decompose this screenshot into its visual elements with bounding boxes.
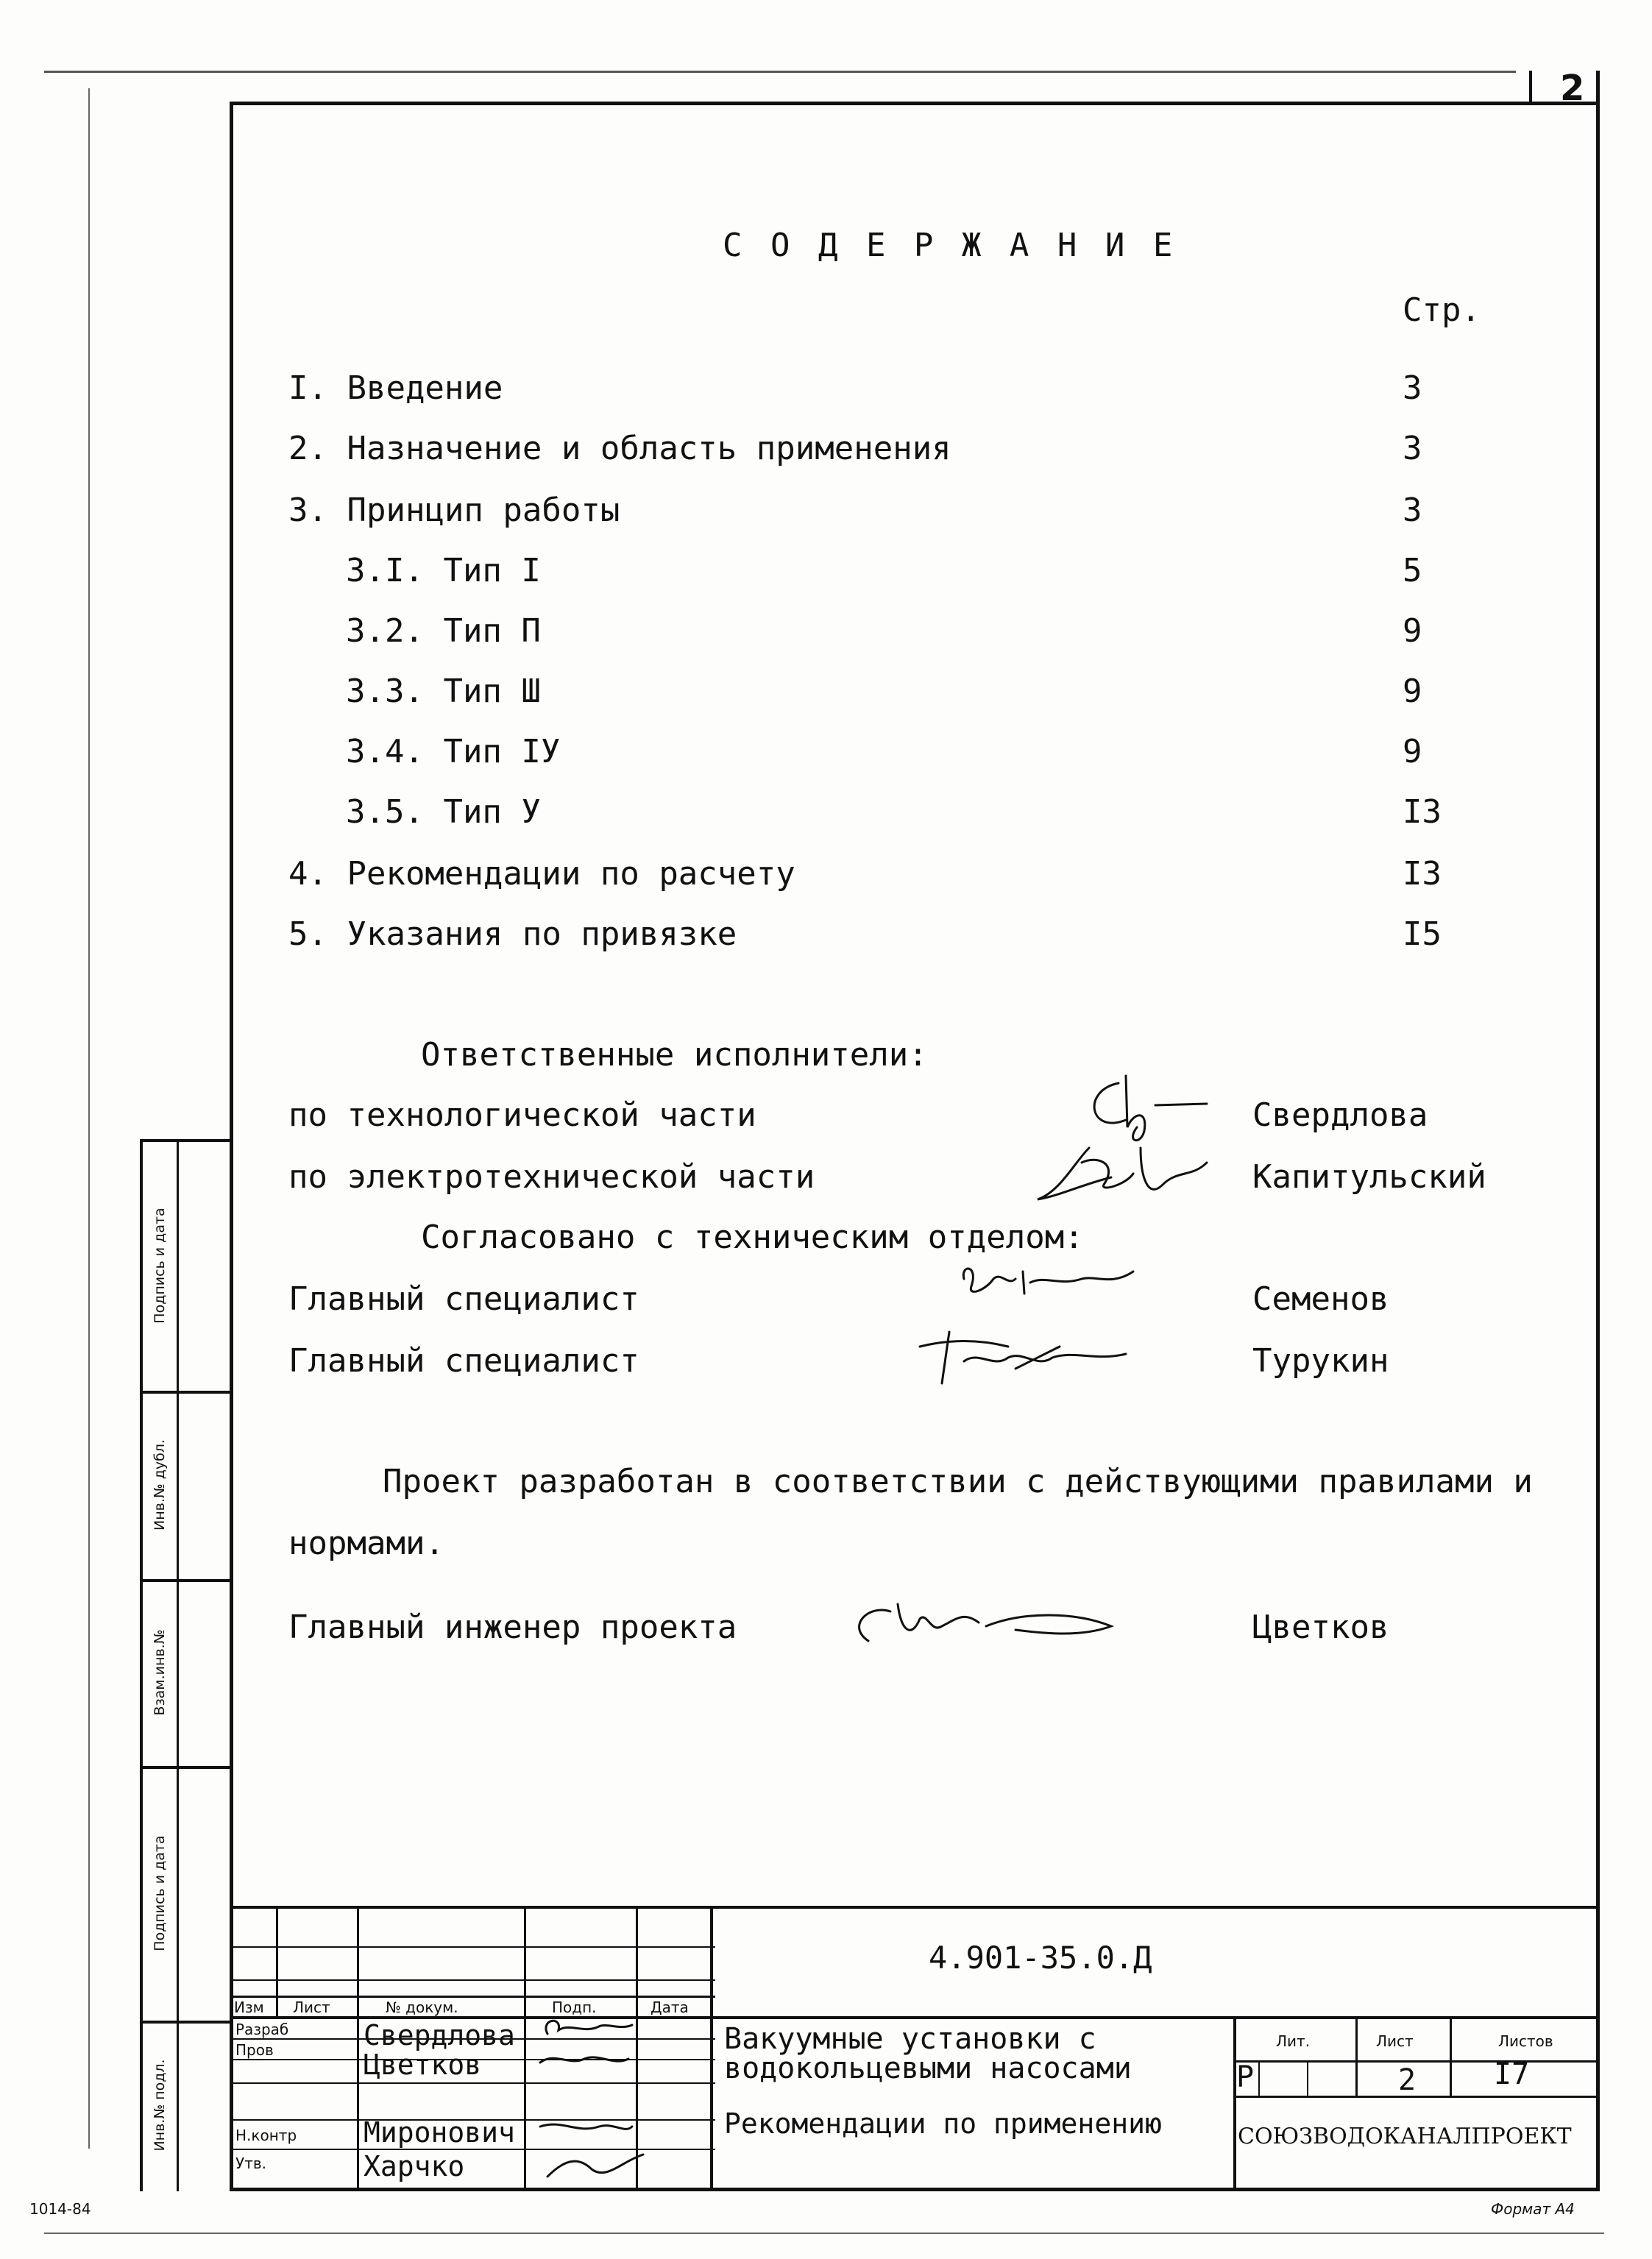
- side-label-dup-inv: Инв.№ дубл.: [152, 1439, 168, 1531]
- toc-item-label: 2. Назначение и область применения: [288, 430, 951, 467]
- frame-left: [230, 102, 233, 2191]
- sheet-number: 2: [1560, 68, 1585, 109]
- signature-kapitulsky: [1030, 1133, 1222, 1214]
- stamp-header-sheet: Лист: [293, 1999, 330, 2016]
- stamp-header-change: Изм: [234, 1999, 264, 2016]
- stamp-role: Утв.: [235, 2155, 266, 2172]
- stamp-role: Разраб: [235, 2021, 289, 2038]
- agreed-role: Главный специалист: [288, 1280, 639, 1318]
- toc-item-page: 3: [1403, 369, 1422, 407]
- page-column-header: Стр.: [1403, 291, 1481, 329]
- stamp-signature: [533, 2012, 636, 2041]
- lit-value: Р: [1236, 2060, 1255, 2094]
- stamp-role: Пров: [235, 2041, 274, 2059]
- statement-line-2: нормами.: [288, 1525, 444, 1562]
- side-col-left: [140, 1139, 143, 2191]
- toc-item-page: I5: [1403, 915, 1442, 953]
- sheet-label: Лист: [1376, 2032, 1414, 2050]
- frame-right: [1596, 71, 1600, 2191]
- signature-tsvetkov: [839, 1582, 1133, 1663]
- toc-item-page: 5: [1403, 552, 1422, 589]
- agreed-role: Главный специалист: [288, 1342, 639, 1380]
- doc-subtitle: Рекомендации по применению: [724, 2107, 1162, 2140]
- stamp-signature: [533, 2112, 636, 2141]
- toc-item-label: 3.5. Тип У: [346, 793, 541, 831]
- toc-item-page: 3: [1403, 492, 1422, 529]
- toc-item-label: 3. Принцип работы: [288, 492, 620, 529]
- toc-item-label: 3.2. Тип П: [346, 612, 541, 650]
- lit-label: Лит.: [1276, 2032, 1311, 2050]
- responsible-name: Свердлова: [1252, 1096, 1428, 1134]
- stamp-signature: [533, 2147, 650, 2184]
- toc-item-label: 3.4. Тип IУ: [346, 733, 561, 770]
- stamp-header-doc: № докум.: [386, 1999, 458, 2016]
- sheet-box-left: [1529, 71, 1532, 104]
- doc-title-line-1: Вакуумные установки с: [724, 2022, 1096, 2056]
- organization-name: СОЮЗВОДОКАНАЛПРОЕКТ: [1238, 2124, 1572, 2149]
- toc-item-page: I3: [1403, 855, 1442, 893]
- toc-item-page: 9: [1403, 733, 1422, 770]
- page-title: С О Д Е Р Ж А Н И Е: [723, 227, 1177, 264]
- toc-item-page: 9: [1403, 612, 1422, 650]
- chief-name: Цветков: [1252, 1609, 1389, 1646]
- toc-item-label: 5. Указания по привязке: [288, 915, 737, 953]
- footer-right: Формат А4: [1491, 2200, 1575, 2218]
- responsible-name: Капитульский: [1252, 1158, 1486, 1196]
- frame-top: [230, 102, 1600, 105]
- doc-title-line-2: водокольцевыми насосами: [724, 2051, 1132, 2085]
- toc-item-label: 3.I. Тип I: [346, 552, 541, 589]
- side-label-repl-inv: Взам.инв.№: [152, 1629, 168, 1716]
- stamp-name: Цветков: [364, 2049, 482, 2081]
- footer-left: 1014-84: [29, 2200, 91, 2218]
- side-col-mid: [177, 1139, 179, 2191]
- document-code: 4.901-35.0.Д: [929, 1940, 1152, 1976]
- top-rule: [44, 71, 1516, 73]
- bottom-rule: [44, 2233, 1604, 2234]
- stamp-header-sign: Подп.: [552, 1999, 597, 2016]
- frame-bottom: [230, 2188, 1600, 2191]
- left-margin-line: [88, 88, 90, 2149]
- sheets-value: I7: [1494, 2057, 1530, 2091]
- signature-turukin: [905, 1317, 1155, 1398]
- responsible-heading: Ответственные исполнители:: [421, 1036, 928, 1074]
- toc-item-label: 4. Рекомендации по расчету: [288, 855, 795, 893]
- agreed-name: Турукин: [1252, 1342, 1389, 1380]
- toc-item-page: 3: [1403, 430, 1422, 467]
- statement-line-1: Проект разработан в соответствии с действующими правилами и: [383, 1463, 1533, 1500]
- chief-role: Главный инженер проекта: [288, 1609, 737, 1646]
- signature-semenov: [957, 1257, 1148, 1316]
- stamp-name: Харчко: [364, 2150, 465, 2182]
- stamp-signature: [533, 2044, 636, 2074]
- stamp-name: Свердлова: [364, 2019, 515, 2051]
- agreed-name: Семенов: [1252, 1280, 1389, 1318]
- side-label-sign-date-1: Подпись и дата: [152, 1207, 168, 1324]
- stamp-header-date: Дата: [650, 1999, 689, 2016]
- toc-item-page: 9: [1403, 673, 1422, 710]
- side-label-sign-date-2: Подпись и дата: [152, 1835, 168, 1951]
- responsible-role: по технологической части: [288, 1096, 756, 1134]
- toc-item-label: 3.3. Тип Ш: [346, 673, 541, 710]
- stamp-role: Н.контр: [235, 2127, 297, 2144]
- agreed-heading: Согласовано с техническим отделом:: [421, 1219, 1084, 1256]
- stamp-name: Миронович: [364, 2116, 515, 2149]
- toc-item-label: I. Введение: [288, 369, 503, 407]
- responsible-role: по электротехнической части: [288, 1158, 815, 1196]
- toc-item-page: I3: [1403, 793, 1442, 831]
- sheets-label: Листов: [1498, 2032, 1553, 2050]
- side-label-orig-inv: Инв.№ подл.: [152, 2059, 168, 2152]
- sheet-value: 2: [1398, 2063, 1417, 2097]
